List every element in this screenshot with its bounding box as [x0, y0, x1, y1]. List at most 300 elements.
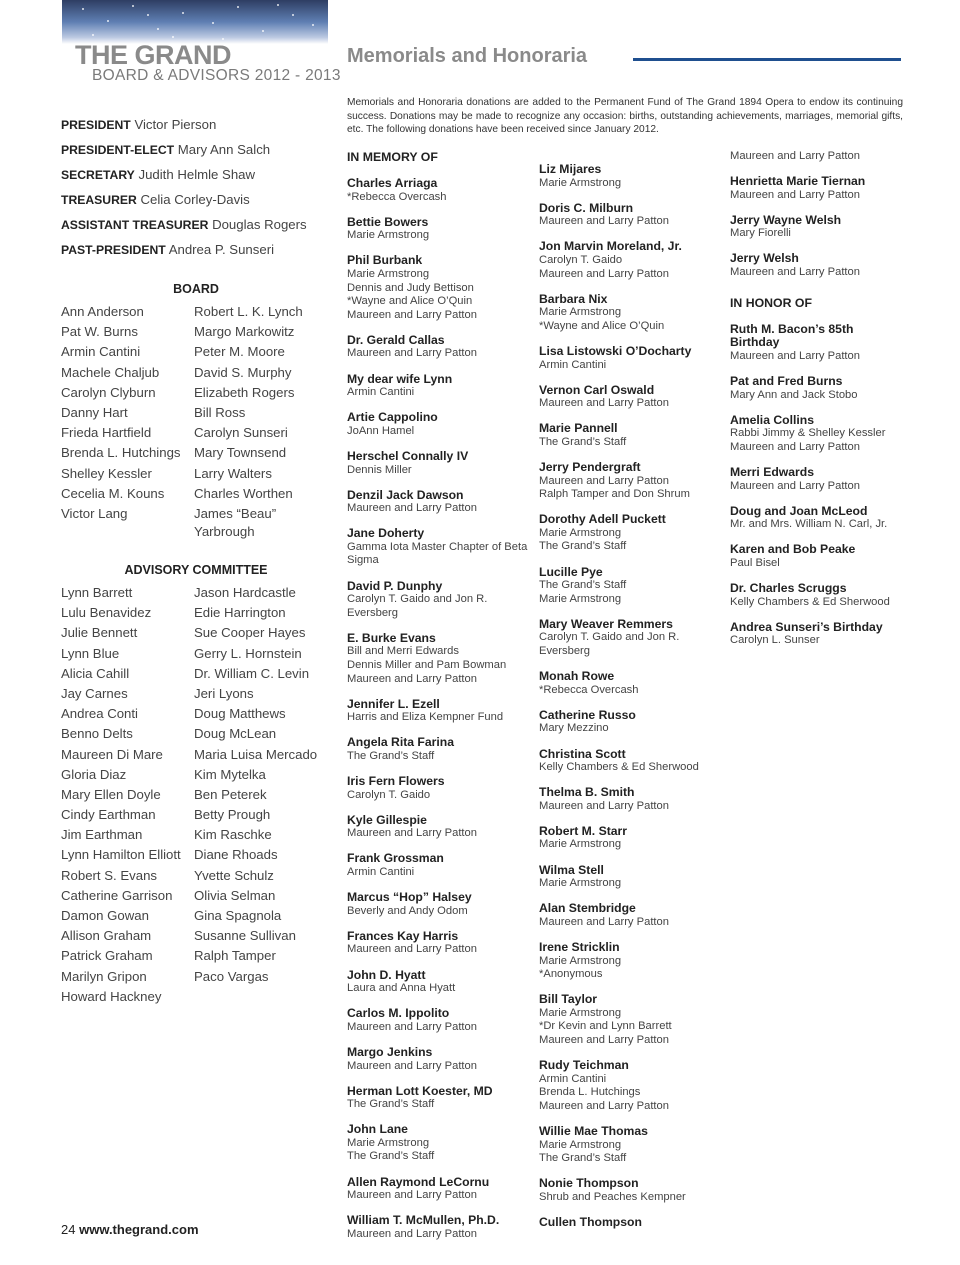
officer-role: SECRETARY	[61, 168, 135, 182]
advisory-heading: ADVISORY COMMITTEE	[124, 563, 268, 577]
memorial-entry	[347, 814, 529, 841]
officer-name: Mary Ann Salch	[177, 142, 271, 157]
honorarium-entry	[730, 621, 905, 648]
grand-subtitle: BOARD & ADVISORS 2012 - 2013	[92, 67, 341, 84]
memorial-entry	[539, 384, 725, 411]
memorial-honoree-name: John D. Hyatt	[347, 967, 426, 982]
member-name: Patrick Graham	[61, 948, 153, 964]
star-sparkle	[132, 5, 134, 7]
member-name: Kim Raschke	[194, 827, 272, 843]
officer-role: PRESIDENT	[61, 118, 131, 132]
member-name: Diane Rhoads	[194, 847, 278, 863]
continued-donor: Maureen and Larry Patton	[730, 150, 860, 162]
member-name: Frieda Hartfield	[61, 425, 152, 441]
member-name: Maureen Di Mare	[61, 746, 163, 762]
donor-name: Maureen and Larry Patton	[539, 1034, 669, 1046]
officer-role: PRESIDENT-ELECT	[61, 143, 175, 157]
officer-role: ASSISTANT TREASURER	[61, 218, 209, 232]
member-name: Kim Mytelka	[194, 766, 266, 782]
donor-name: Mary Mezzino	[539, 722, 609, 735]
memorial-entry	[347, 775, 529, 802]
memorial-honoree-name: John Lane	[347, 1122, 408, 1137]
member-name: Dr. William C. Levin	[194, 665, 310, 681]
member-name: Doug McLean	[194, 726, 277, 742]
honorarium-entry	[730, 414, 905, 455]
memorial-honoree-name: Lisa Listowski O’Docharty	[539, 343, 692, 358]
member-name: Maria Luisa Mercado	[194, 746, 318, 762]
memorial-entry	[347, 216, 529, 243]
memorial-honoree-name: E. Burke Evans	[347, 630, 436, 645]
donor-name: The Grand’s Staff	[539, 540, 627, 553]
honorarium-honoree-name: Andrea Sunseri’s Birthday	[730, 619, 883, 634]
star-sparkle	[292, 14, 294, 16]
member-name: Allison Graham	[61, 928, 152, 944]
memorial-honoree-name: Irene Stricklin	[539, 939, 620, 954]
memorial-entry	[730, 252, 905, 279]
grand-title: THE GRAND	[75, 40, 231, 70]
donor-name: Brenda L. Hutchings	[539, 1086, 641, 1099]
donor-name: Maureen and Larry Patton	[539, 799, 669, 812]
honorarium-entry	[730, 543, 905, 570]
donor-name: Maureen and Larry Patton	[347, 308, 477, 321]
member-name: Bill Ross	[194, 404, 246, 420]
memorial-honoree-name: Jennifer L. Ezell	[347, 696, 440, 711]
memorial-honoree-name: Allen Raymond LeCornu	[347, 1174, 490, 1189]
memorial-honoree-name: Jon Marvin Moreland, Jr.	[539, 239, 682, 254]
officers-list	[61, 116, 331, 266]
donor-name: Marie Armstrong	[539, 526, 622, 539]
memorial-honoree-name: Charles Arriaga	[347, 176, 438, 190]
member-name: Jay Carnes	[61, 685, 128, 701]
donor-name: Carolyn T. Gaido and Jon R. Eversberg	[347, 593, 488, 619]
officer-row	[61, 166, 331, 191]
memorial-honoree-name: Carlos M. Ippolito	[347, 1006, 450, 1021]
member-name: Jim Earthman	[61, 827, 143, 843]
memorial-honoree-name: Margo Jenkins	[347, 1044, 433, 1059]
memorial-honoree-name: Herschel Connally IV	[347, 448, 469, 463]
memorial-honoree-name: Marie Pannell	[539, 421, 618, 436]
member-name: Jason Hardcastle	[194, 585, 296, 600]
donor-name: The Grand’s Staff	[347, 1150, 435, 1163]
donor-name: The Grand’s Staff	[539, 1152, 627, 1165]
memorial-entry	[347, 930, 529, 957]
memorial-honoree-name: David P. Dunphy	[347, 578, 443, 593]
star-sparkle	[157, 28, 159, 30]
donor-name: Armin Cantini	[347, 866, 415, 879]
memorial-entry	[347, 527, 529, 568]
memorial-entry	[347, 969, 529, 996]
memorial-honoree-name: My dear wife Lynn	[347, 371, 453, 386]
donor-name: Marie Armstrong	[539, 306, 622, 319]
donor-name: Maureen and Larry Patton	[347, 1227, 477, 1240]
officer-name: Celia Corley-Davis	[140, 192, 250, 207]
memorial-entry	[347, 334, 529, 361]
officer-name: Victor Pierson	[134, 117, 217, 132]
member-name: Lynn Hamilton Elliott	[61, 847, 181, 863]
donor-name: Maureen and Larry Patton	[730, 349, 860, 362]
donor-name: JoAnn Hamel	[347, 424, 415, 437]
memorial-entry	[347, 450, 529, 477]
donor-name: Armin Cantini	[539, 358, 607, 371]
member-name: Charles Worthen	[194, 485, 293, 501]
memorial-honoree-name: Barbara Nix	[539, 291, 608, 306]
donor-name: Harris and Eliza Kempner Fund	[347, 711, 504, 724]
member-name: Peter M. Moore	[194, 344, 285, 360]
honorarium-entry	[730, 582, 905, 609]
donor-name: The Grand’s Staff	[347, 1098, 435, 1111]
memorial-honoree-name: Frances Kay Harris	[347, 928, 459, 943]
memorial-honoree-name: Jerry Pendergraft	[539, 460, 641, 474]
page-footer	[61, 1222, 199, 1237]
donor-name: The Grand’s Staff	[539, 435, 627, 448]
star-sparkle	[82, 8, 84, 10]
footer-url[interactable]: www.thegrand.com	[79, 1222, 199, 1237]
memorial-column-2	[539, 163, 725, 1241]
member-name: Carolyn Clyburn	[61, 384, 156, 400]
officer-row	[61, 141, 331, 166]
donor-name: Rabbi Jimmy & Shelley Kessler	[730, 427, 886, 440]
donor-name: Marie Armstrong	[539, 954, 622, 967]
donor-name: Ralph Tamper and Don Shrum	[539, 488, 690, 501]
memorial-honoree-name: Henrietta Marie Tiernan	[730, 174, 866, 189]
memorial-honoree-name: Lucille Pye	[539, 564, 603, 579]
donor-name: Maureen and Larry Patton	[347, 347, 477, 360]
memorial-honoree-name: Cullen Thompson	[539, 1214, 642, 1229]
donor-name: Maureen and Larry Patton	[730, 266, 860, 279]
donor-name: *Anonymous	[539, 968, 603, 981]
member-name: Marilyn Gripon	[61, 968, 147, 984]
intro-paragraph: Memorials and Honoraria donations are added to the Permanent Fund of The Grand 1894 Opera to endow its continuing success. Donations may be made to recognize any occasion: births, outstanding achievements, marriages, memorial gifts, etc. The following donations have been received since January 2012.	[347, 97, 903, 135]
memorial-entry	[539, 1125, 725, 1166]
memorial-entry	[539, 864, 725, 891]
memorial-honoree-name: Mary Weaver Remmers	[539, 616, 673, 631]
memorial-entry	[730, 214, 905, 241]
member-name: Danny Hart	[61, 404, 128, 420]
memorial-honoree-name: Dr. Gerald Callas	[347, 332, 445, 347]
donor-name: Maureen and Larry Patton	[347, 1189, 477, 1202]
memorial-honoree-name: Kyle Gillespie	[347, 812, 427, 827]
member-name: Benno Delts	[61, 726, 133, 742]
memorial-honoree-name: Jane Doherty	[347, 526, 425, 541]
donor-name: Shrub and Peaches Kempner	[539, 1190, 686, 1203]
donor-name: Maureen and Larry Patton	[539, 397, 669, 410]
donor-name: Kelly Chambers & Ed Sherwood	[539, 761, 699, 774]
memorial-entry	[539, 1177, 725, 1204]
donor-name: *Rebecca Overcash	[347, 190, 447, 203]
donor-name: Maureen and Larry Patton	[539, 474, 669, 487]
member-name: Yvette Schulz	[194, 867, 274, 883]
page-number: 24	[61, 1222, 76, 1237]
board-list	[61, 303, 336, 541]
member-name: Ralph Tamper	[194, 948, 276, 964]
memorial-entry	[347, 1123, 529, 1164]
star-sparkle	[147, 14, 149, 16]
memorial-entry	[730, 175, 905, 202]
memorial-entry	[347, 254, 529, 322]
memorial-entry	[539, 825, 725, 852]
member-name: Cecelia M. Kouns	[61, 485, 165, 501]
donor-name: Maureen and Larry Patton	[347, 502, 477, 515]
member-name: Mary Ellen Doyle	[61, 786, 161, 802]
memorial-honoree-name: Herman Lott Koester, MD	[347, 1083, 493, 1098]
memorial-honoree-name: Robert M. Starr	[539, 823, 628, 838]
member-name: Jeri Lyons	[194, 685, 254, 701]
officer-role: TREASURER	[61, 193, 137, 207]
memorial-entry	[347, 852, 529, 879]
memorial-honoree-name: Nonie Thompson	[539, 1176, 639, 1191]
memorial-entry	[347, 1085, 529, 1112]
advisory-left-column	[61, 584, 194, 1008]
memorial-honoree-name: Catherine Russo	[539, 707, 636, 722]
memorial-entry	[347, 1046, 529, 1073]
member-name: Gina Spagnola	[194, 908, 282, 923]
memorial-entry	[347, 373, 529, 400]
memorial-honoree-name: Monah Rowe	[539, 669, 615, 684]
donor-name: Marie Armstrong	[539, 877, 622, 890]
memorial-honoree-name: William T. McMullen, Ph.D.	[347, 1213, 500, 1228]
memorial-honoree-name: Iris Fern Flowers	[347, 774, 445, 789]
memorial-entry	[539, 293, 725, 334]
star-sparkle	[182, 12, 184, 14]
memorial-column-3	[730, 150, 905, 659]
member-name: Ben Peterek	[194, 786, 267, 802]
donor-name: Maureen and Larry Patton	[539, 915, 669, 928]
memorial-entry	[347, 1007, 529, 1034]
member-name: Catherine Garrison	[61, 887, 173, 903]
donor-name: Maureen and Larry Patton	[730, 440, 860, 453]
memorial-honoree-name: Vernon Carl Oswald	[539, 382, 655, 397]
memorial-honoree-name: Bill Taylor	[539, 992, 598, 1007]
memorial-entry	[539, 202, 725, 229]
officer-name: Andrea P. Sunseri	[168, 242, 275, 257]
donor-name: *Dr Kevin and Lynn Barrett	[539, 1020, 672, 1033]
memorial-entry	[539, 163, 725, 190]
member-name: Gloria Diaz	[61, 766, 127, 782]
donor-name: Dennis Miller and Pam Bowman	[347, 659, 507, 672]
donor-name: Maureen and Larry Patton	[347, 1059, 477, 1072]
donor-name: Armin Cantini	[347, 386, 415, 399]
member-name: Pat W. Burns	[61, 324, 138, 340]
member-name: Doug Matthews	[194, 706, 286, 722]
donor-name: Maureen and Larry Patton	[730, 188, 860, 201]
memorial-honoree-name: Wilma Stell	[539, 862, 604, 877]
memorial-honoree-name: Willie Mae Thomas	[539, 1123, 648, 1138]
memorial-entry	[539, 566, 725, 607]
donor-name: Bill and Merri Edwards	[347, 645, 459, 658]
memorial-honoree-name: Christina Scott	[539, 746, 626, 761]
memorial-entry	[347, 698, 529, 725]
memorial-entry	[539, 1059, 725, 1113]
member-name: Ann Anderson	[61, 304, 144, 319]
member-name: Elizabeth Rogers	[194, 384, 295, 400]
memorial-entry	[539, 786, 725, 813]
star-sparkle	[277, 4, 279, 6]
member-name: Olivia Selman	[194, 887, 276, 903]
member-name: Larry Walters	[194, 465, 272, 481]
memorial-entry	[539, 618, 725, 659]
officer-name: Judith Helmle Shaw	[138, 167, 256, 182]
donor-name: Marie Armstrong	[539, 1138, 622, 1151]
member-name: Cindy Earthman	[61, 807, 156, 823]
memorial-honoree-name: Thelma B. Smith	[539, 785, 635, 800]
member-name: Brenda L. Hutchings	[61, 445, 181, 461]
memorial-entry	[347, 1176, 529, 1203]
memorial-entry	[539, 422, 725, 449]
donor-name: Marie Armstrong	[347, 229, 430, 242]
memorial-honoree-name: Liz Mijares	[539, 162, 602, 176]
memorial-entry	[539, 748, 725, 775]
donor-name: Carolyn L. Sunser	[730, 634, 820, 647]
memorial-entry	[539, 670, 725, 697]
member-name: Armin Cantini	[61, 344, 141, 360]
member-name: Margo Markowitz	[194, 324, 295, 340]
officer-row	[61, 191, 331, 216]
memorial-entry	[347, 632, 529, 686]
memorial-entry	[347, 1214, 529, 1241]
donor-name: Laura and Anna Hyatt	[347, 982, 456, 995]
memorial-honoree-name: Doris C. Milburn	[539, 200, 634, 215]
honorarium-entry	[730, 505, 905, 532]
donor-name: Marie Armstrong	[347, 1136, 430, 1149]
member-name: Lynn Blue	[61, 645, 120, 661]
memorial-entry	[347, 489, 529, 516]
member-name: Lulu Benavidez	[61, 605, 152, 621]
donor-name: Maureen and Larry Patton	[539, 267, 669, 280]
member-name: Mary Townsend	[194, 445, 287, 461]
memorial-entry	[347, 411, 529, 438]
donor-name: Dennis Miller	[347, 463, 412, 476]
memorial-entry	[539, 240, 725, 281]
member-name: Sue Cooper Hayes	[194, 625, 306, 641]
donor-name: Maureen and Larry Patton	[347, 1020, 477, 1033]
donor-name: Marie Armstrong	[347, 267, 430, 280]
donor-name: *Wayne and Alice O’Quin	[347, 295, 473, 308]
donor-name: Marie Armstrong	[539, 176, 622, 189]
member-name: Robert L. K. Lynch	[194, 304, 303, 319]
donor-name: Maureen and Larry Patton	[347, 827, 477, 840]
donor-name: Marie Armstrong	[539, 838, 622, 851]
donor-name: Maureen and Larry Patton	[347, 672, 477, 685]
donor-name: Carolyn T. Gaido	[539, 253, 623, 266]
member-name: Susanne Sullivan	[194, 928, 296, 944]
memorial-entry	[539, 902, 725, 929]
honorarium-honoree-name: Merri Edwards	[730, 464, 814, 479]
member-name: Robert S. Evans	[61, 867, 158, 883]
memorial-honoree-name: Denzil Jack Dawson	[347, 487, 464, 502]
memorial-honoree-name: Marcus “Hop” Halsey	[347, 890, 472, 905]
member-name: Andrea Conti	[61, 706, 138, 722]
member-name: Edie Harrington	[194, 605, 286, 621]
member-name: Betty Prough	[194, 807, 271, 823]
star-sparkle	[172, 36, 174, 38]
donor-name: Marie Armstrong	[539, 592, 622, 605]
donor-name: Dennis and Judy Bettison	[347, 281, 474, 294]
memorial-column-1	[347, 150, 529, 1253]
member-name: Julie Bennett	[61, 625, 138, 641]
donor-name: Maureen and Larry Patton	[539, 1099, 669, 1112]
donor-name: Armin Cantini	[539, 1072, 607, 1085]
in-memory-heading: IN MEMORY OF	[347, 150, 438, 164]
honorarium-entry	[730, 375, 905, 402]
memorial-honoree-name: Jerry Welsh	[730, 251, 799, 266]
honorarium-honoree-name: Karen and Bob Peake	[730, 542, 856, 557]
memorial-entry	[539, 941, 725, 982]
section-title: Memorials and Honoraria	[347, 45, 588, 67]
title-rule	[633, 58, 901, 61]
member-name: Shelley Kessler	[61, 465, 152, 481]
memorial-honoree-name: Angela Rita Farina	[347, 735, 455, 750]
donor-name: Maureen and Larry Patton	[539, 215, 669, 228]
memorial-honoree-name: Frank Grossman	[347, 851, 444, 866]
memorial-entry	[347, 580, 529, 621]
member-name: Gerry L. Hornstein	[194, 645, 302, 661]
memorial-entry	[539, 1216, 725, 1230]
donor-name: Carolyn T. Gaido and Jon R. Eversberg	[539, 631, 680, 658]
memorial-honoree-name: Jerry Wayne Welsh	[730, 212, 842, 227]
advisory-list	[61, 584, 336, 1008]
donor-name: *Wayne and Alice O’Quin	[539, 319, 665, 332]
member-name: Paco Vargas	[194, 968, 269, 984]
member-name: David S. Murphy	[194, 364, 292, 380]
star-sparkle	[312, 24, 314, 26]
honorarium-entry	[730, 323, 905, 364]
star-sparkle	[212, 22, 214, 24]
member-name: Victor Lang	[61, 505, 128, 521]
memorial-entry	[347, 736, 529, 763]
honorarium-honoree-name: Pat and Fred Burns	[730, 373, 843, 388]
donor-name: Maureen and Larry Patton	[347, 943, 477, 956]
donor-name: *Rebecca Overcash	[539, 683, 639, 696]
donor-name: Gamma Iota Master Chapter of Beta Sigma	[347, 540, 528, 567]
header-photo	[62, 0, 328, 44]
honorarium-honoree-name: Doug and Joan McLeod	[730, 503, 868, 518]
in-honor-heading: IN HONOR OF	[730, 295, 812, 310]
officer-role: PAST-PRESIDENT	[61, 243, 166, 257]
memorial-entry	[347, 177, 529, 204]
donor-name: The Grand’s Staff	[539, 579, 627, 592]
memorial-honoree-name: Bettie Bowers	[347, 214, 429, 229]
officer-row	[61, 116, 331, 141]
officer-row	[61, 241, 331, 266]
donor-name: Mary Ann and Jack Stobo	[730, 388, 858, 401]
star-sparkle	[92, 34, 94, 36]
donor-name: Marie Armstrong	[539, 1006, 622, 1019]
memorial-honoree-name: Rudy Teichman	[539, 1058, 629, 1073]
memorial-honoree-name: Alan Stembridge	[539, 901, 636, 916]
officer-row	[61, 216, 331, 241]
memorial-entry	[539, 461, 725, 502]
board-right-column	[194, 303, 336, 541]
memorial-honoree-name: Dorothy Adell Puckett	[539, 512, 666, 527]
donor-name: Mr. and Mrs. William N. Carl, Jr.	[730, 518, 888, 531]
member-name: Machele Chaljub	[61, 364, 160, 380]
member-name: Alicia Cahill	[61, 665, 130, 681]
memorial-honoree-name: Artie Cappolino	[347, 410, 438, 425]
donor-name: Mary Fiorelli	[730, 227, 791, 240]
memorial-entry	[347, 891, 529, 918]
board-left-column	[61, 303, 194, 541]
star-sparkle	[262, 30, 264, 32]
donor-name: Carolyn T. Gaido	[347, 788, 431, 801]
board-heading: BOARD	[173, 282, 219, 296]
honorarium-honoree-name: Amelia Collins	[730, 412, 814, 427]
honorarium-honoree-name: Dr. Charles Scruggs	[730, 580, 847, 595]
honorarium-honoree-name: Ruth M. Bacon’s 85th Birthday	[730, 321, 854, 350]
member-name: Carolyn Sunseri	[194, 425, 288, 441]
donor-name: The Grand’s Staff	[347, 750, 435, 762]
memorial-entry	[539, 345, 725, 372]
memorial-honoree-name: Phil Burbank	[347, 253, 423, 268]
